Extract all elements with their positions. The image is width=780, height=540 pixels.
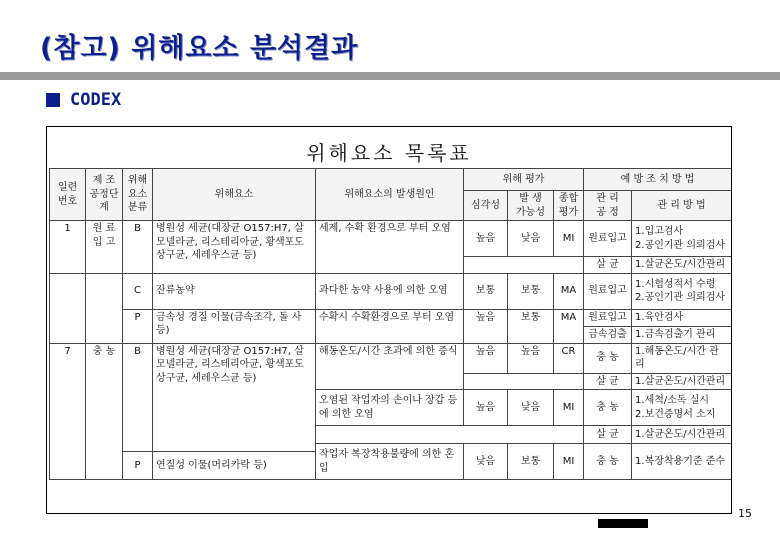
section-label: CODEX bbox=[70, 90, 122, 110]
page-title: (참고) 위해요소 분석결과 bbox=[40, 33, 359, 64]
row-ccp: 금속검출 bbox=[584, 326, 632, 343]
row-cause: 작업자 복장착용불량에 의한 혼입 bbox=[316, 444, 464, 480]
row-hazard: 금속성 경질 이물(금속조각, 돌 사 등) bbox=[153, 309, 316, 343]
row-severity: 높음 bbox=[464, 390, 508, 426]
header-process: 제 조 공정단계 bbox=[86, 169, 123, 221]
row-severity: 높음 bbox=[464, 343, 508, 373]
title-divider bbox=[0, 72, 780, 80]
row-overall: MA bbox=[554, 309, 584, 343]
row-eval-empty bbox=[316, 426, 584, 444]
row-likelihood: 낮음 bbox=[508, 390, 554, 426]
row-eval-empty bbox=[464, 257, 584, 274]
row-method: 1.살균온도/시간관리 bbox=[632, 257, 732, 274]
table-row bbox=[50, 221, 732, 257]
row-hazard: 연질성 이물(머리카락 등) bbox=[153, 452, 316, 480]
row-ccp: 살 균 bbox=[584, 257, 632, 274]
page-number: 15 bbox=[738, 507, 752, 520]
row-type: P bbox=[123, 309, 153, 343]
row-no: 1 bbox=[50, 221, 86, 274]
row-method: 1.입고검사 2.공인기관 의뢰검사 bbox=[632, 221, 732, 257]
row-ccp: 충 농 bbox=[584, 390, 632, 426]
row-ccp: 살 균 bbox=[584, 373, 632, 390]
row-severity: 높음 bbox=[464, 309, 508, 343]
row-overall: MI bbox=[554, 221, 584, 257]
header-overall: 종합 평가 bbox=[554, 191, 584, 221]
row-ccp: 원료입고 bbox=[584, 309, 632, 326]
row-type: B bbox=[123, 343, 153, 452]
row-hazard: 잔류농약 bbox=[153, 273, 316, 309]
header-method: 관 리 방 법 bbox=[632, 191, 732, 221]
row-cause: 해동온도/시간 초과에 의한 증식 bbox=[316, 343, 464, 390]
row-process bbox=[86, 273, 123, 309]
table-title: 위해요소 목록표 bbox=[306, 141, 472, 165]
row-cause: 오염된 작업자의 손이나 장갑 등에 의한 오염 bbox=[316, 390, 464, 426]
row-method: 1.복장착용기준 준수 bbox=[632, 444, 732, 480]
row-hazard: 병원성 세균(대장균 O157:H7, 살모넬라균, 리스테리아균, 황색포도상구균, 세레우스균 등) bbox=[153, 221, 316, 274]
row-cause: 세제, 수확 환경으로 부터 오염 bbox=[316, 221, 464, 274]
row-type: B bbox=[123, 221, 153, 274]
header-likelihood: 발 생 가능성 bbox=[508, 191, 554, 221]
cut-mark bbox=[598, 519, 648, 528]
row-ccp: 살 균 bbox=[584, 426, 632, 444]
header-type: 위해 요소 분류 bbox=[123, 169, 153, 221]
row-method: 1.시험성적서 수령 2.공인기관 의뢰검사 bbox=[632, 273, 732, 309]
row-cause: 과다한 농약 사용에 의한 오염 bbox=[316, 273, 464, 309]
row-likelihood: 보통 bbox=[508, 444, 554, 480]
row-likelihood: 보통 bbox=[508, 273, 554, 309]
header-prevention: 예 방 조 치 방 법 bbox=[584, 169, 732, 191]
row-ccp: 원료입고 bbox=[584, 273, 632, 309]
row-no: 7 bbox=[50, 343, 86, 480]
row-no bbox=[50, 309, 86, 343]
row-method: 1.해동온도/시간 관리 bbox=[632, 343, 732, 373]
section-heading bbox=[46, 90, 121, 110]
row-likelihood: 높음 bbox=[508, 343, 554, 373]
row-method: 1.살균온도/시간관리 bbox=[632, 373, 732, 390]
row-ccp: 충 농 bbox=[584, 444, 632, 480]
header-eval: 위해 평가 bbox=[464, 169, 584, 191]
row-likelihood: 보통 bbox=[508, 309, 554, 343]
square-bullet-icon bbox=[46, 93, 60, 107]
row-overall: MI bbox=[554, 390, 584, 426]
row-cause: 수확시 수확환경으로 부터 오염 bbox=[316, 309, 464, 343]
hazard-list-frame bbox=[46, 126, 732, 514]
row-ccp: 충 농 bbox=[584, 343, 632, 373]
row-method: 1.살균온도/시간관리 bbox=[632, 426, 732, 444]
row-overall: MA bbox=[554, 273, 584, 309]
row-overall: CR bbox=[554, 343, 584, 373]
row-type: C bbox=[123, 273, 153, 309]
table-row bbox=[50, 273, 732, 309]
header-no: 일련 번호 bbox=[50, 169, 86, 221]
header-severity: 심각성 bbox=[464, 191, 508, 221]
row-method: 1.육안검사 bbox=[632, 309, 732, 326]
row-method: 1.세척/소독 실시 2.보건증명서 소지 bbox=[632, 390, 732, 426]
row-method: 1.금속검출기 관리 bbox=[632, 326, 732, 343]
row-process bbox=[86, 309, 123, 343]
table-row bbox=[50, 309, 732, 326]
row-eval-empty bbox=[464, 373, 584, 390]
row-type: P bbox=[123, 452, 153, 480]
table-row bbox=[50, 343, 732, 373]
row-overall: MI bbox=[554, 444, 584, 480]
row-process: 원 료 입 고 bbox=[86, 221, 123, 274]
hazard-table bbox=[49, 168, 732, 480]
row-hazard: 병원성 세균(대장균 O157:H7, 살모넬라균, 리스테리아균, 황색포도상구균, 세레우스균 등) bbox=[153, 343, 316, 452]
row-no bbox=[50, 273, 86, 309]
header-cause: 위해요소의 발생원인 bbox=[316, 169, 464, 221]
header-ccp: 관 리 공 정 bbox=[584, 191, 632, 221]
header-hazard: 위해요소 bbox=[153, 169, 316, 221]
row-process: 충 농 bbox=[86, 343, 123, 480]
row-severity: 낮음 bbox=[464, 444, 508, 480]
row-likelihood: 낮음 bbox=[508, 221, 554, 257]
row-ccp: 원료입고 bbox=[584, 221, 632, 257]
row-severity: 높음 bbox=[464, 221, 508, 257]
row-severity: 보통 bbox=[464, 273, 508, 309]
